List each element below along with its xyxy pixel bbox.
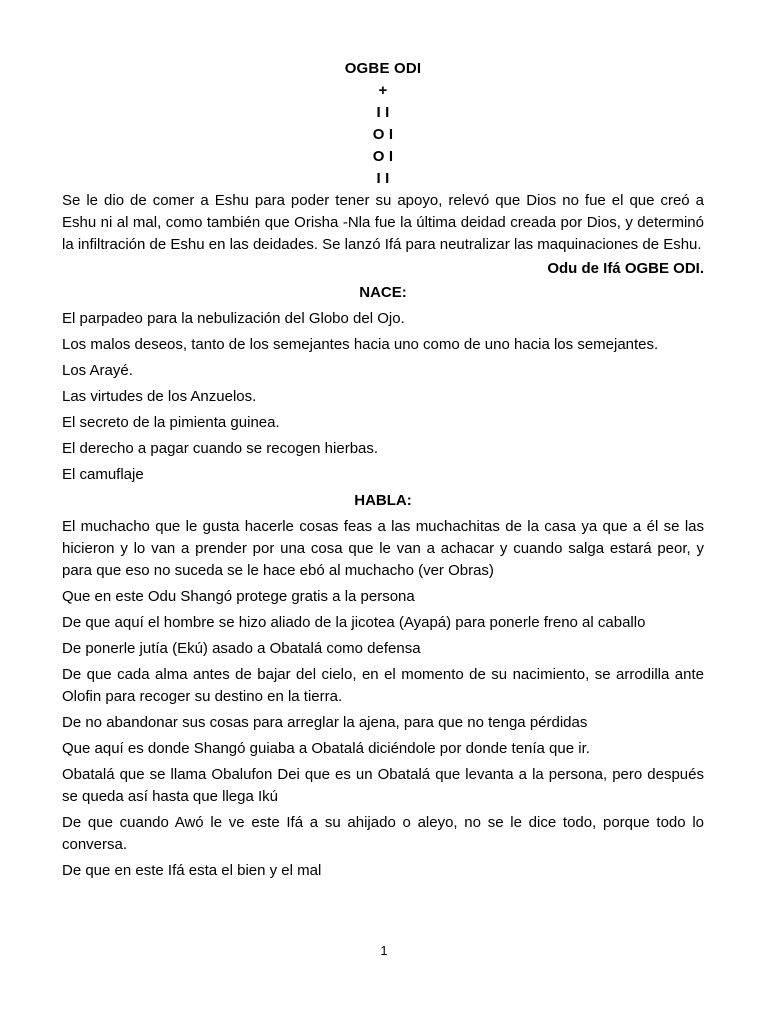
nace-item: Las virtudes de los Anzuelos. xyxy=(62,388,257,405)
document-page xyxy=(62,58,704,886)
habla-item: Que aquí es donde Shangó guiaba a Obatalá diciéndole por donde tenía que ir. xyxy=(62,740,590,757)
nace-item: El secreto de la pimienta guinea. xyxy=(62,414,280,431)
page-number: 1 xyxy=(380,943,388,958)
sign-line: I I xyxy=(376,104,390,121)
habla-item: De que cuando Awó le ve este Ifá a su ahijado o aleyo, no se le dice todo, porque todo lo conversa. xyxy=(62,814,704,853)
habla-heading: HABLA: xyxy=(354,492,412,509)
habla-list xyxy=(62,516,704,882)
odu-line: Odu de Ifá OGBE ODI. xyxy=(547,260,704,277)
habla-item: De que en este Ifá esta el bien y el mal xyxy=(62,862,322,879)
nace-heading: NACE: xyxy=(359,284,407,301)
sign-line: + xyxy=(378,82,388,99)
nace-item: El parpadeo para la nebulización del Globo del Ojo. xyxy=(62,310,405,327)
habla-item: De no abandonar sus cosas para arreglar la ajena, para que no tenga pérdidas xyxy=(62,714,588,731)
habla-item: De que cada alma antes de bajar del cielo, en el momento de su nacimiento, se arrodilla ante Olofin para recoger su destino en la tierra. xyxy=(62,666,704,705)
document-title: OGBE ODI xyxy=(344,60,422,77)
sign-line: O I xyxy=(372,148,394,165)
habla-item: Obatalá que se llama Obalufon Dei que es un Obatalá que levanta a la persona, pero después se queda así hasta que llega Ikú xyxy=(62,766,704,805)
habla-item: De que aquí el hombre se hizo aliado de la jicotea (Ayapá) para ponerle freno al caballo xyxy=(62,614,646,631)
sign-line: O I xyxy=(372,126,394,143)
nace-item: El camuflaje xyxy=(62,466,144,483)
nace-item: El derecho a pagar cuando se recogen hierbas. xyxy=(62,440,379,457)
nace-item: Los Arayé. xyxy=(62,362,133,379)
odu-sign xyxy=(62,80,704,190)
habla-item: El muchacho que le gusta hacerle cosas feas a las muchachitas de la casa ya que a él se las hicieron y lo van a prender por una cosa que le van a achacar y cuando salga estará peor, y para que eso no suceda se le hace ebó al muchacho (ver Obras) xyxy=(62,518,704,579)
nace-item: Los malos deseos, tanto de los semejantes hacia uno como de uno hacia los semejantes. xyxy=(62,336,659,353)
intro-paragraph: Se le dio de comer a Eshu para poder tener su apoyo, relevó que Dios no fue el que creó a Eshu ni al mal, como también que Orisha -Nla fue la última deidad creada por Dios, y determinó la infiltración de Eshu en las deidades. Se lanzó Ifá para neutralizar las maquinaciones de Eshu. xyxy=(62,192,704,253)
habla-item: De ponerle jutía (Ekú) asado a Obatalá como defensa xyxy=(62,640,421,657)
sign-line: I I xyxy=(376,170,390,187)
habla-item: Que en este Odu Shangó protege gratis a la persona xyxy=(62,588,415,605)
nace-list xyxy=(62,308,704,486)
